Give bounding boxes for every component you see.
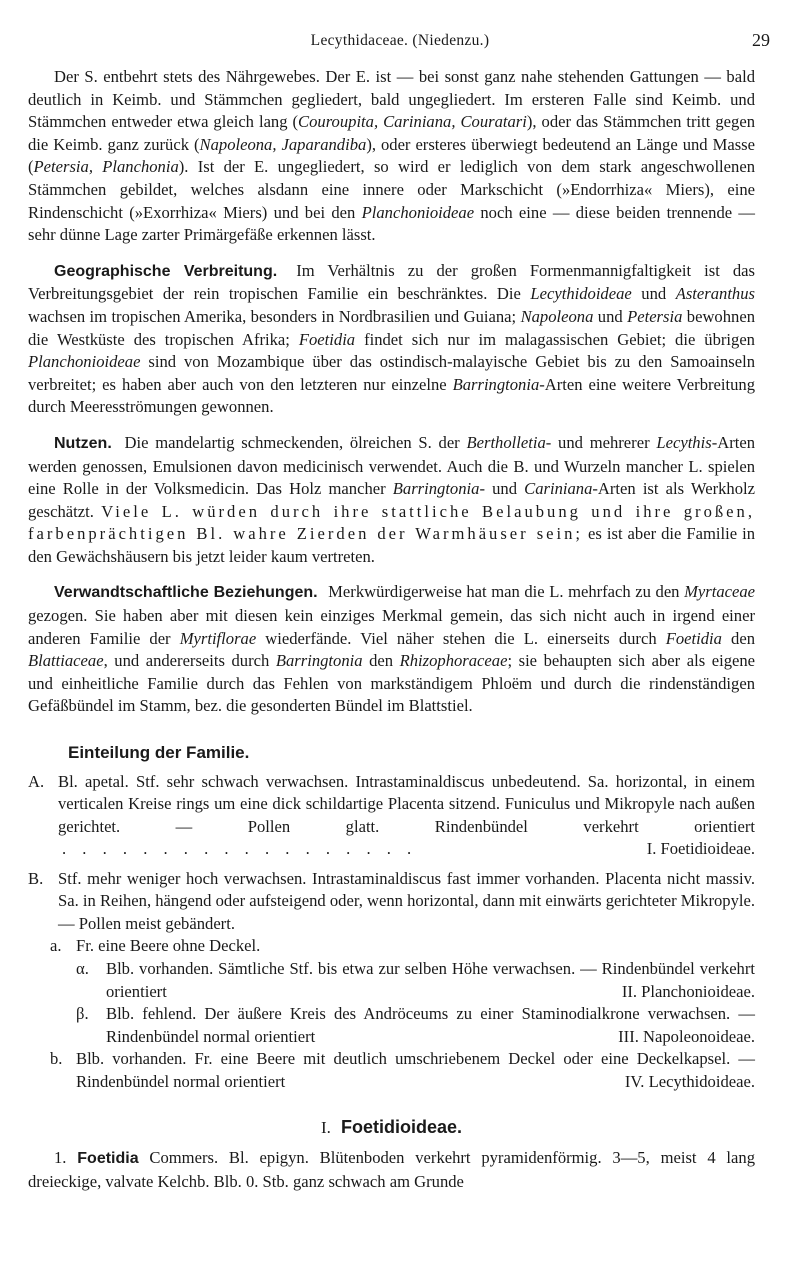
genus-names: Petersia, Planchonia	[33, 157, 179, 177]
section-heading: Verwandtschaftliche Beziehungen.	[54, 584, 318, 602]
taxon-name: Foetidia	[665, 628, 722, 648]
key-entry-a	[50, 935, 755, 958]
taxon-name: Napoleona	[520, 306, 594, 326]
text-run: , und andererseits durch	[103, 651, 276, 671]
paragraph-uses	[28, 432, 755, 569]
text-run: ; sie behaupten sich aber als eigene und einheitliche Familie durch das Fehlen von markständigem Phloëm und durch die rindenständigen Gefäßbündel im Stamm, bez. die gesonderten Bündel im Blattstiel.	[28, 651, 756, 716]
genus-description: Commers. Bl. epigyn. Blütenboden verkehrt pyramidenförmig. 3—5, meist 4 lang dreieckige, valvate Kelchb. Blb. 0. Stb. ganz schwach am Grunde	[28, 1148, 755, 1191]
taxon-name: Cariniana	[524, 479, 593, 499]
taxon-name: Barringtonia	[275, 651, 363, 671]
subfamily-name: II. Planchonioideae.	[621, 981, 755, 1001]
subfamily-name: III. Napoleonoideae.	[618, 1026, 755, 1046]
subfamily-heading	[28, 1116, 755, 1140]
taxon-name: Bertholletia	[466, 432, 546, 452]
key-entry-b	[50, 1048, 755, 1093]
key-text: Blb. fehlend. Der äußere Kreis des Andröceums zu einer Staminodialkrone verwachsen. — Rindenbündel normal orientiert	[106, 1004, 755, 1046]
genus-names: Napoleona, Japarandiba	[199, 134, 367, 154]
text-run: und	[631, 284, 676, 304]
key-text: Blb. vorhanden. Sämtliche Stf. bis etwa zur selben Höhe verwachsen. — Rindenbündel verkehrt orientiert	[106, 958, 755, 1001]
taxon-name: Asteranthus	[675, 284, 755, 304]
key-body	[76, 1048, 755, 1093]
key-entry-alpha	[76, 958, 755, 1003]
text-run: den	[362, 651, 400, 671]
taxon-name: Foetidia	[298, 329, 356, 349]
key-entry-A	[28, 771, 755, 868]
key-entry-beta	[76, 1003, 755, 1048]
text-run: - und	[479, 479, 525, 499]
key-text: Bl. apetal. Stf. sehr schwach verwachsen. Intrastaminaldiscus unbedeutend. Sa. horizontal, in einem verticalen Kreise rings um eine dick schildartige Placenta sitzend. Funiculus und Mikropyle nach außen gerichtet. — Pollen glatt. Rindenbündel verkehrt orientiert	[58, 771, 755, 836]
subfamily-name: I. Foetidioideae.	[646, 839, 755, 859]
text-run: Merkwürdigerweise hat man die L. mehrfach zu den	[323, 582, 685, 602]
running-title: Lecythidaceae. (Niedenzu.)	[310, 32, 490, 49]
key-text: Fr. eine Beere ohne Deckel.	[76, 936, 261, 956]
text-run: - und mehrerer	[545, 432, 657, 452]
key-text: Stf. mehr weniger hoch verwachsen. Intrastaminaldiscus fast immer vorhanden. Placenta nicht massiv. Sa. in Reihen, hängend oder aufsteigend oder, wenn horizontal, dann mit einwärts gerichteter Mikropyle. — Pollen meist gebändert.	[58, 868, 755, 933]
taxon-name: Planchonioideae	[28, 352, 141, 372]
taxon-name: Barringtonia	[452, 374, 540, 394]
taxon-name: Planchonioideae	[361, 202, 475, 222]
key-body	[106, 958, 755, 1003]
taxon-name: Barringtonia	[392, 479, 480, 499]
key-body	[106, 1003, 755, 1048]
key-label: A.	[28, 771, 45, 791]
paragraph-relationships	[28, 581, 755, 718]
key-row	[58, 771, 755, 868]
key-label: B.	[28, 868, 44, 888]
subfamily-name: IV. Lecythidoideae.	[624, 1071, 755, 1091]
text-run: den	[721, 628, 756, 648]
text-run: es ist aber die Familie in den Gewächshäusern bis jetzt leider kaum vertreten.	[28, 524, 755, 566]
taxon-name: Lecythis	[656, 432, 712, 452]
taxon-name: Rhizophoraceae	[399, 651, 508, 671]
text-run: Im Verhältnis zu der großen Formenmannigfaltigkeit ist das Verbreitungsgebiet der rein tropischen Familie ein beschränktes. Die	[28, 260, 756, 304]
genus-entry-foetidia	[28, 1147, 755, 1193]
text-run: -Arten ist als Werkholz geschätzt.	[28, 479, 755, 521]
text-run: ), oder das Stämmchen tritt gegen die Keimb. ganz zurück (	[28, 112, 755, 154]
genus-number: 1.	[54, 1148, 67, 1168]
text-run: gezogen. Sie haben aber mit diesen kein einziges Merkmal gemein, das sich nicht auch in irgend einer anderen Familie der	[28, 606, 755, 648]
text-run: wiederfände. Viel näher stehen die L. einerseits durch	[256, 628, 666, 648]
text-run: und	[593, 306, 628, 326]
body-text	[28, 66, 755, 1193]
paragraph-embryo	[28, 66, 755, 247]
text-run: Die mandelartig schmeckenden, ölreichen S. der	[117, 432, 467, 452]
key-label: b.	[50, 1049, 63, 1069]
leader-dots	[62, 838, 422, 861]
key-body	[58, 771, 755, 868]
key-entry-B	[28, 868, 755, 936]
text-run: bewohnen die Westküste des tropischen Afrika;	[28, 306, 755, 349]
genus-names: Couroupita, Cariniana, Couratari	[298, 112, 527, 132]
section-number: I.	[320, 1117, 331, 1137]
spaced-emphasis: Viele L. würden durch ihre stattliche Belaubung und ihre großen, farbenprächtigen Bl. wahre Zierden der Warmhäuser sein;	[28, 501, 755, 544]
key-text-wrap	[58, 771, 755, 868]
taxon-name: Myrtaceae	[684, 582, 756, 602]
paragraph-distribution	[28, 260, 755, 419]
text-run: wachsen im tropischen Amerika, besonders in Nordbrasilien und Guiana;	[28, 306, 521, 326]
text-run: ). Ist der E. ungegliedert, so wird er lediglich von dem stark angeschwollenen Stämmchen gebildet, welches alsdann eine innere oder Markschicht (»Endorrhiza« Miers), eine Rindenschicht (»Exorrhiza« Miers) und bei den	[28, 157, 755, 222]
genus-name: Foetidia	[77, 1150, 139, 1168]
page-number: 29	[752, 30, 770, 50]
text-run: noch eine — diese beiden trennende — sehr dünne Lage zarter Primärgefäße erkennen lässt.	[28, 202, 755, 245]
key-label: β.	[76, 1004, 89, 1024]
text-run: sind von Mozambique über das ostindisch-malayische Gebiet bis zu den Samoainseln verbreitet; es haben aber auch von den letzteren nur einzelne	[28, 352, 755, 394]
section-heading: Nutzen.	[54, 434, 112, 452]
key-label: a.	[50, 936, 62, 956]
taxon-name: Myrtiflorae	[179, 628, 257, 648]
section-title: Foetidioideae.	[341, 1116, 463, 1137]
taxon-name: Lecythidoideae	[530, 284, 632, 304]
text-run: ), oder ersteres überwiegt bedeutend an Länge und Masse (	[28, 134, 755, 177]
taxon-name: Blattiaceae	[28, 651, 104, 671]
text-run: findet sich nur im malagassischen Gebiet; die übrigen	[355, 329, 755, 349]
text-run: -Arten werden genossen, Emulsionen davon medicinisch verwendet. Auch die B. und Wurzeln mancher L. spielen eine Rolle in der Volksmedicin. Das Holz mancher	[28, 432, 755, 499]
key-text: Blb. vorhanden. Fr. eine Beere mit deutlich umschriebenem Deckel oder eine Deckelkapsel. — Rindenbündel normal orientiert	[76, 1049, 755, 1091]
key-label: α.	[76, 958, 89, 978]
page-header	[0, 30, 800, 54]
taxon-name: Petersia	[627, 306, 683, 326]
classification-heading: Einteilung der Familie.	[68, 743, 250, 763]
section-heading: Geographische Verbreitung.	[54, 262, 278, 280]
text-run: Der S. entbehrt stets des Nährgewebes. Der E. ist — bei sonst ganz nahe stehenden Gattungen — bald deutlich in Keimb. und Stämmchen gegliedert, bald ungegliedert. Im ersteren Falle sind Keimb. und Stämmchen entweder etwa gleich lang (	[28, 67, 755, 132]
text-run: -Arten eine weitere Verbreitung durch Meeresströmungen gewonnen.	[28, 374, 755, 417]
